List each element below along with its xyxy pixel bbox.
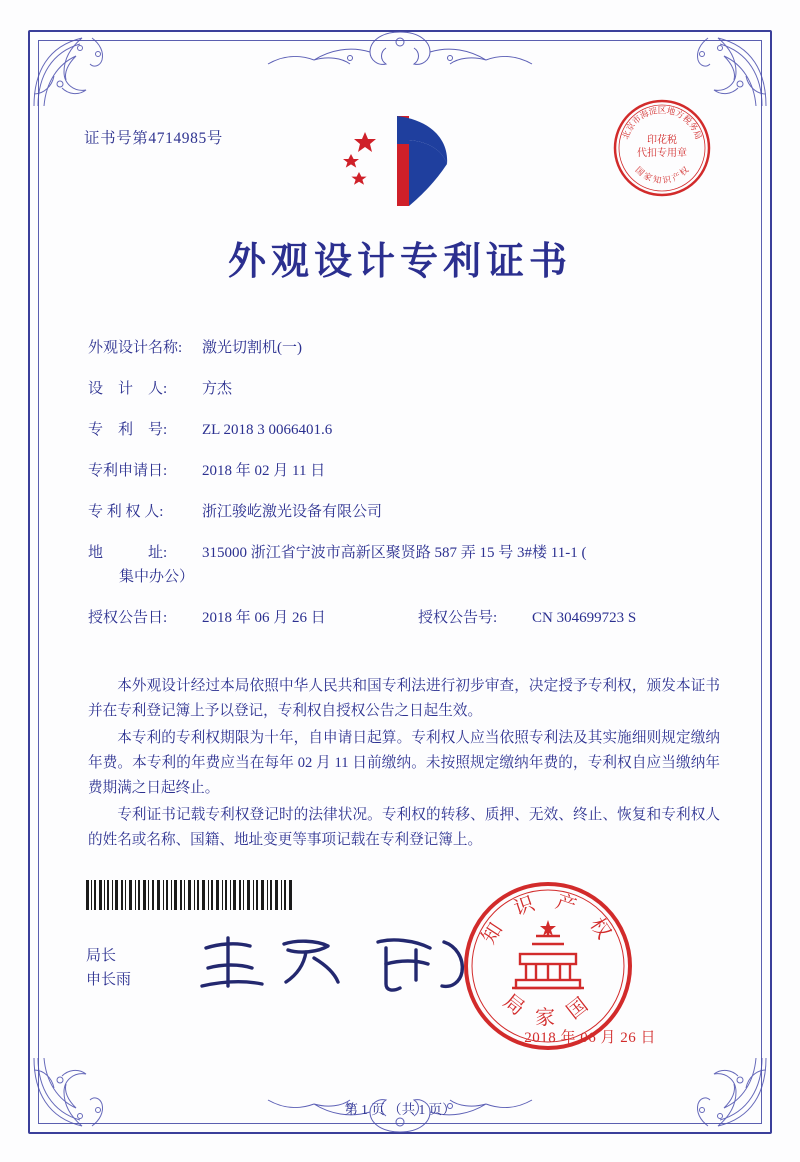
field-label: 专 利 号: [88,422,168,438]
paragraph-2: 本专利的专利权期限为十年，自申请日起算。专利权人应当依照专利法及其实施细则规定缴纳年费。本专利的年费应当在每年 02 月 11 日前缴纳。未按照规定缴纳年费的，专利权自应当缴纳年费期满之日起终止。 [88,730,720,796]
announcement-date-group [88,610,418,627]
page-indicator: 第 1 页 （共 1 页） [344,1102,456,1117]
certificate-content [76,96,724,1092]
svg-text:北京市海淀区地方税务局: 北京市海淀区地方税务局 [620,104,704,141]
field-spacer [192,610,202,627]
tax-stamp-seal [610,96,714,200]
field-label: 专 利 权 人: [88,504,164,520]
svg-text:印花税: 印花税 [647,135,677,146]
field-address [88,545,724,585]
field-label: 地 址: [88,545,168,561]
field-value: ZL 2018 3 0066401.6 [202,422,333,438]
cnipa-logo-icon [335,110,465,210]
svg-text:局 家 国: 局 家 国 [499,988,597,1029]
field-value-line2: 集中办公） [119,568,195,585]
field-spacer [522,610,532,627]
field-label: 专利申请日: [88,463,168,479]
field-patent-number [88,422,724,439]
field-patentee [88,504,724,521]
field-value: 方杰 [202,381,233,397]
svg-text:代扣专用章: 代扣专用章 [637,148,687,159]
field-label: 外观设计名称: [88,340,183,356]
field-list [88,340,724,651]
field-design-name [88,340,724,357]
top-center-ornament [250,28,550,74]
handwritten-signature [188,928,488,998]
field-value: 激光切割机(一) [202,340,302,356]
signatory-name: 申长雨 [86,972,132,988]
field-label: 授权公告日: [88,609,168,626]
field-designer [88,381,724,398]
paragraph-3: 专利证书记载专利权登记时的法律状况。专利权的转移、质押、无效、终止、恢复和专利权人的姓名或名称、国籍、地址变更等事项记载在专利登记簿上。 [88,807,720,848]
field-announcement [88,610,724,627]
certificate-number: 证书号第4714985号 [84,130,223,147]
svg-text:知 识 产 权: 知 识 产 权 [476,888,620,948]
field-value: 2018 年 02 月 11 日 [202,463,326,479]
field-label: 授权公告号: [418,609,498,626]
field-value: CN 304699723 S [532,609,637,626]
signatory-block [86,944,131,992]
field-value: 浙江骏屹激光设备有限公司 [202,504,383,520]
seal-date: 2018 年 06 月 26 日 [524,1030,656,1046]
page-title: 外观设计专利证书 [227,238,572,283]
svg-text:国 家 知 识 产 权: 国 家 知 识 产 权 [633,164,691,186]
field-value: 315000 浙江省宁波市高新区聚贤路 587 弄 15 号 3#楼 11-1 ( [202,545,587,561]
legal-text [88,674,720,855]
signatory-role: 局长 [86,948,117,964]
field-spacer [192,545,202,562]
paragraph-1: 本外观设计经过本局依照中华人民共和国专利法进行初步审查，决定授予专利权，颁发本证书并在专利登记簿上予以登记，专利权自授权公告之日起生效。 [88,678,720,719]
field-value: 2018 年 06 月 26 日 [202,609,326,626]
announcement-number-group [418,610,724,627]
barcode [86,880,296,910]
field-label: 设 计 人: [88,381,168,397]
field-application-date [88,463,724,480]
